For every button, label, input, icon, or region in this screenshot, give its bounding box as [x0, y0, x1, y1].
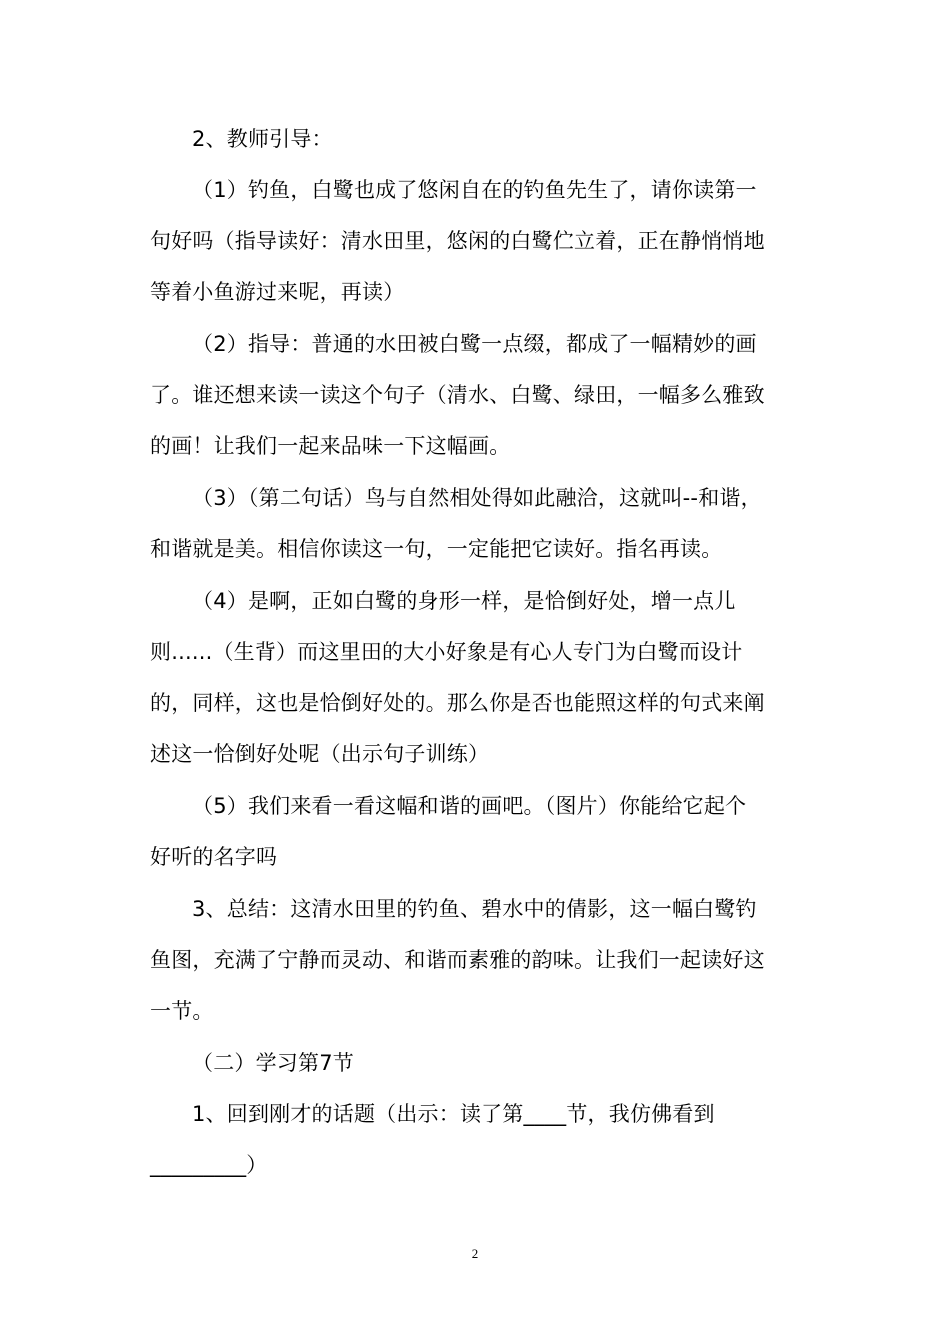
text-line: （3）（第二句话）鸟与自然相处得如此融洽，这就叫--和谐， [192, 486, 762, 510]
text-line: 鱼图，充满了宁静而灵动、和谐而素雅的韵味。让我们一起读好这 [150, 948, 765, 972]
text-line: （5）我们来看一看这幅和谐的画吧。（图片）你能给它起个 [192, 794, 747, 818]
text-line: 2、教师引导： [192, 127, 333, 151]
text-line: （1）钓鱼，白鹭也成了悠闲自在的钓鱼先生了，请你读第一 [192, 178, 757, 202]
text-line: （4）是啊，正如白鹭的身形一样，是恰倒好处，增一点儿 [192, 589, 736, 613]
text-line: 好听的名字吗 [150, 845, 278, 869]
text-line: 和谐就是美。相信你读这一句，一定能把它读好。指名再读。 [150, 537, 723, 561]
text-line: 1、回到刚才的话题（出示：读了第____节，我仿佛看到 [192, 1102, 715, 1126]
text-line: _________） [150, 1153, 268, 1177]
text-line: 述这一恰倒好处呢（出示句子训练） [150, 742, 490, 766]
text-line: （2）指导：普通的水田被白鹭一点缀，都成了一幅精妙的画 [192, 332, 757, 356]
text-line: 3、总结：这清水田里的钓鱼、碧水中的倩影，这一幅白鹭钓 [192, 897, 757, 921]
text-line: 了。谁还想来读一读这个句子（清水、白鹭、绿田，一幅多么雅致 [150, 383, 765, 407]
text-line: 一节。 [150, 999, 214, 1023]
text-line: 的，同样，这也是恰倒好处的。那么你是否也能照这样的句式来阐 [150, 691, 765, 715]
text-line: 句好吗（指导读好：清水田里，悠闲的白鹭伫立着，正在静悄悄地 [150, 229, 765, 253]
text-line: 等着小鱼游过来呢，再读） [150, 280, 405, 304]
page-number: 2 [471, 1246, 479, 1261]
text-line: 的画！让我们一起来品味一下这幅画。 [150, 434, 511, 458]
section-heading: （二）学习第7节 [192, 1051, 354, 1075]
text-line: 则......（生背）而这里田的大小好象是有心人专门为白鹭而设计 [150, 640, 743, 664]
